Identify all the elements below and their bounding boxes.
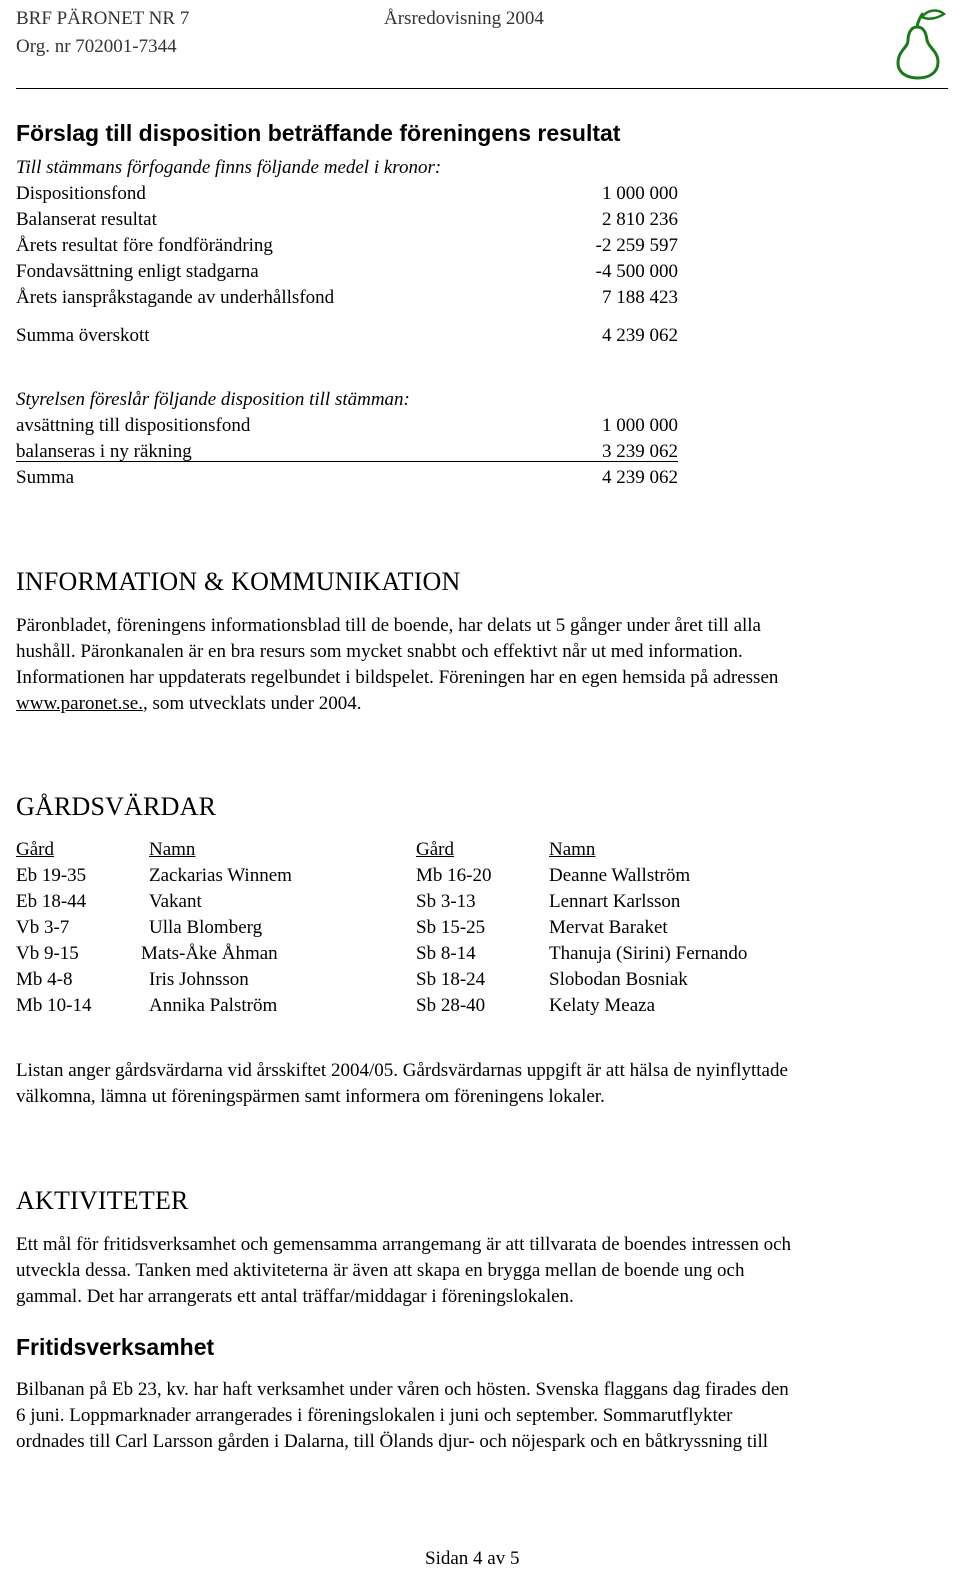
- information-line: hushåll. Päronkanalen är en bra resurs som mycket snabbt och effektivt når ut med information.: [16, 641, 743, 662]
- proposal-row-label: balanseras i ny räkning: [16, 441, 192, 462]
- proposal-total-label: Summa: [16, 467, 75, 488]
- column-header-namn: Namn: [149, 839, 196, 860]
- funds-row-value: 7 188 423: [602, 287, 678, 308]
- table-cell-namn: Deanne Wallström: [549, 865, 691, 886]
- information-line: Informationen har uppdaterats regelbundet i bildspelet. Föreningen har en egen hemsida på adressen: [16, 667, 779, 688]
- table-cell-namn: Vakant: [149, 891, 202, 912]
- funds-row-label: Fondavsättning enligt stadgarna: [16, 261, 259, 282]
- surplus-total-value: 4 239 062: [602, 325, 678, 346]
- funds-row-value: -2 259 597: [595, 235, 678, 256]
- gardsvardar-note: [16, 1058, 946, 1110]
- funds-row-label: Årets ianspråkstagande av underhållsfond: [16, 287, 335, 308]
- table-cell-gard: Vb 3-7: [16, 917, 70, 938]
- fritid-line: ordnades till Carl Larsson gården i Dalarna, till Ölands djur- och nöjespark och en båtkryssning till: [16, 1431, 769, 1452]
- table-cell-namn: Thanuja (Sirini) Fernando: [549, 943, 748, 964]
- information-line-rest: , som utvecklats under 2004.: [142, 693, 362, 714]
- page-number: Sidan 4 av 5: [425, 1548, 520, 1569]
- funds-row-value: 2 810 236: [602, 209, 678, 230]
- fritid-text: [16, 1377, 946, 1455]
- proposal-row-value: 3 239 062: [602, 441, 678, 462]
- table-cell-gard: Sb 8-14: [416, 943, 476, 964]
- disposition-title: Förslag till disposition beträffande föreningens resultat: [16, 120, 621, 146]
- funds-row-value: 1 000 000: [602, 183, 678, 204]
- proposal-row-value: 1 000 000: [602, 415, 678, 436]
- table-cell-gard: Sb 3-13: [416, 891, 476, 912]
- aktiviteter-line: gammal. Det har arrangerats ett antal träffar/middagar i föreningslokalen.: [16, 1286, 574, 1307]
- note-line: välkomna, lämna ut föreningspärmen samt informera om föreningens lokaler.: [16, 1086, 605, 1107]
- information-line: Päronbladet, föreningens informationsblad till de boende, har delats ut 5 gånger under året till alla: [16, 615, 761, 636]
- document-title: Årsredovisning 2004: [384, 8, 544, 29]
- table-cell-gard: Mb 10-14: [16, 995, 92, 1016]
- table-cell-gard: Eb 18-44: [16, 891, 87, 912]
- gardsvardar-title: GÅRDSVÄRDAR: [16, 792, 217, 821]
- table-cell-gard: Vb 9-15: [16, 943, 79, 964]
- aktiviteter-line: Ett mål för fritidsverksamhet och gemensamma arrangemang är att tillvarata de boendes intressen och: [16, 1234, 792, 1255]
- org-name: BRF PÄRONET NR 7: [16, 8, 190, 29]
- information-line: [16, 691, 946, 717]
- table-cell-gard: Eb 19-35: [16, 865, 87, 886]
- column-header-gard: Gård: [16, 839, 54, 860]
- table-cell-gard: Sb 28-40: [416, 995, 486, 1016]
- table-cell-namn: Mats-Åke Åhman: [141, 943, 278, 964]
- proposal-row-label: avsättning till dispositionsfond: [16, 415, 251, 436]
- table-cell-namn: Mervat Baraket: [549, 917, 668, 938]
- fritid-line: Bilbanan på Eb 23, kv. har haft verksamhet under våren och hösten. Svenska flaggans dag firades den: [16, 1379, 789, 1400]
- proposal-total-value: 4 239 062: [602, 467, 678, 488]
- org-number: Org. nr 702001-7344: [16, 36, 177, 57]
- funds-row-label: Balanserat resultat: [16, 209, 157, 230]
- column-header-gard: Gård: [416, 839, 454, 860]
- aktiviteter-text: [16, 1232, 946, 1310]
- information-title: INFORMATION & KOMMUNIKATION: [16, 567, 461, 596]
- sum-underline: [16, 461, 678, 462]
- proposal-intro: Styrelsen föreslår följande disposition till stämman:: [16, 389, 410, 410]
- table-cell-gard: Sb 18-24: [416, 969, 486, 990]
- information-text: [16, 613, 946, 717]
- funds-row-label: Dispositionsfond: [16, 183, 146, 204]
- table-cell-namn: Ulla Blomberg: [149, 917, 263, 938]
- table-cell-gard: Mb 16-20: [416, 865, 492, 886]
- table-cell-namn: Lennart Karlsson: [549, 891, 681, 912]
- fritid-line: 6 juni. Loppmarknader arrangerades i föreningslokalen i juni och september. Sommarutflykter: [16, 1405, 733, 1426]
- table-cell-namn: Annika Palström: [149, 995, 278, 1016]
- note-line: Listan anger gårdsvärdarna vid årsskiftet 2004/05. Gårdsvärdarnas uppgift är att hälsa de nyinflyttade: [16, 1060, 788, 1081]
- table-cell-namn: Slobodan Bosniak: [549, 969, 688, 990]
- table-cell-gard: Mb 4-8: [16, 969, 73, 990]
- pear-icon: [882, 5, 952, 80]
- table-cell-gard: Sb 15-25: [416, 917, 486, 938]
- funds-row-value: -4 500 000: [595, 261, 678, 282]
- aktiviteter-line: utveckla dessa. Tanken med aktiviteterna är även att skapa en brygga mellan de boende ung och: [16, 1260, 745, 1281]
- header-rule: [16, 88, 948, 89]
- website-link[interactable]: www.paronet.se.: [16, 693, 143, 714]
- table-cell-namn: Iris Johnsson: [149, 969, 249, 990]
- disposition-intro: Till stämmans förfogande finns följande medel i kronor:: [16, 157, 442, 178]
- aktiviteter-title: AKTIVITETER: [16, 1186, 189, 1215]
- table-cell-namn: Kelaty Meaza: [549, 995, 656, 1016]
- column-header-namn: Namn: [549, 839, 596, 860]
- funds-row-label: Årets resultat före fondförändring: [16, 235, 273, 256]
- fritid-title: Fritidsverksamhet: [16, 1334, 215, 1360]
- surplus-total-label: Summa överskott: [16, 325, 150, 346]
- table-cell-namn: Zackarias Winnem: [149, 865, 292, 886]
